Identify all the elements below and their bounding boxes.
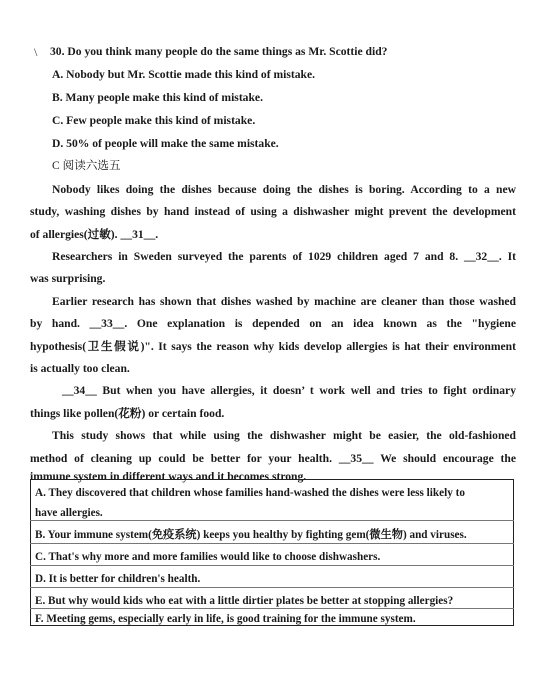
question-30-option-d: D. 50% of people will make the same mistake. (52, 137, 279, 150)
choice-e: E. But why would kids who eat with a little dirtier plates be better at stopping allergies? (35, 595, 454, 607)
choice-b: B. Your immune system(免疫系统) keeps you healthy by fighting gem(微生物) and viruses. (35, 529, 467, 541)
passage-p4-line1: __34__ But when you have allergies, it doesn’ t work well and tries to fight ordinary (62, 384, 516, 397)
passage-p2-line2: was surprising. (30, 272, 106, 285)
passage-p4-line2: things like pollen(花粉) or certain food. (30, 407, 225, 420)
passage-p3-line4: is actually too clean. (30, 362, 130, 375)
choice-d: D. It is better for children's health. (35, 573, 201, 585)
passage-p1-line1: Nobody likes doing the dishes because doing the dishes is boring. According to a new (52, 183, 516, 196)
passage-p5-line2: method of cleaning up could be better for your health. __35__ We should encourage the (30, 452, 516, 465)
choices-divider (30, 520, 514, 521)
choice-f: F. Meeting gems, especially early in life, is good training for the immune system. (35, 613, 416, 625)
question-30-option-b: B. Many people make this kind of mistake. (52, 91, 263, 104)
choice-c: C. That's why more and more families would like to choose dishwashers. (35, 551, 381, 563)
choices-divider (30, 543, 514, 544)
passage-p5-line3: immune system in different ways and it becomes strong. (30, 470, 307, 483)
passage-p2-line1: Researchers in Sweden surveyed the parents of 1029 children aged 7 and 8. __32__. It (52, 250, 516, 263)
choices-divider (30, 587, 514, 588)
passage-p3-line2: by hand. __33__. One explanation is depended on an idea known as the "hygiene (30, 317, 516, 330)
passage-p1-line2: study, washing dishes by hand instead of using a dishwasher might prevent the development (30, 205, 516, 218)
question-30-stem: 30. Do you think many people do the same things as Mr. Scottie did? (50, 45, 388, 58)
section-heading: C 阅读六选五 (52, 159, 121, 172)
question-30-option-c: C. Few people make this kind of mistake. (52, 114, 256, 127)
choice-a-line1: A. They discovered that children whose families hand-washed the dishes were less likely to (35, 487, 465, 499)
margin-mark: \ (34, 45, 38, 59)
passage-p1-line3: of allergies(过敏). __31__. (30, 228, 159, 241)
question-30-option-a: A. Nobody but Mr. Scottie made this kind of mistake. (52, 68, 316, 81)
passage-p5-line1: This study shows that while using the dishwasher might be easier, the old-fashioned (52, 429, 516, 442)
choice-a-line2: have allergies. (35, 507, 103, 519)
choices-divider (30, 565, 514, 566)
choices-divider (30, 608, 514, 609)
passage-p3-line1: Earlier research has shown that dishes washed by machine are cleaner than those washed (52, 295, 516, 308)
passage-p3-line3: hypothesis(卫生假说)". It says the reason why kids develop allergies is hat their environment (30, 340, 516, 353)
